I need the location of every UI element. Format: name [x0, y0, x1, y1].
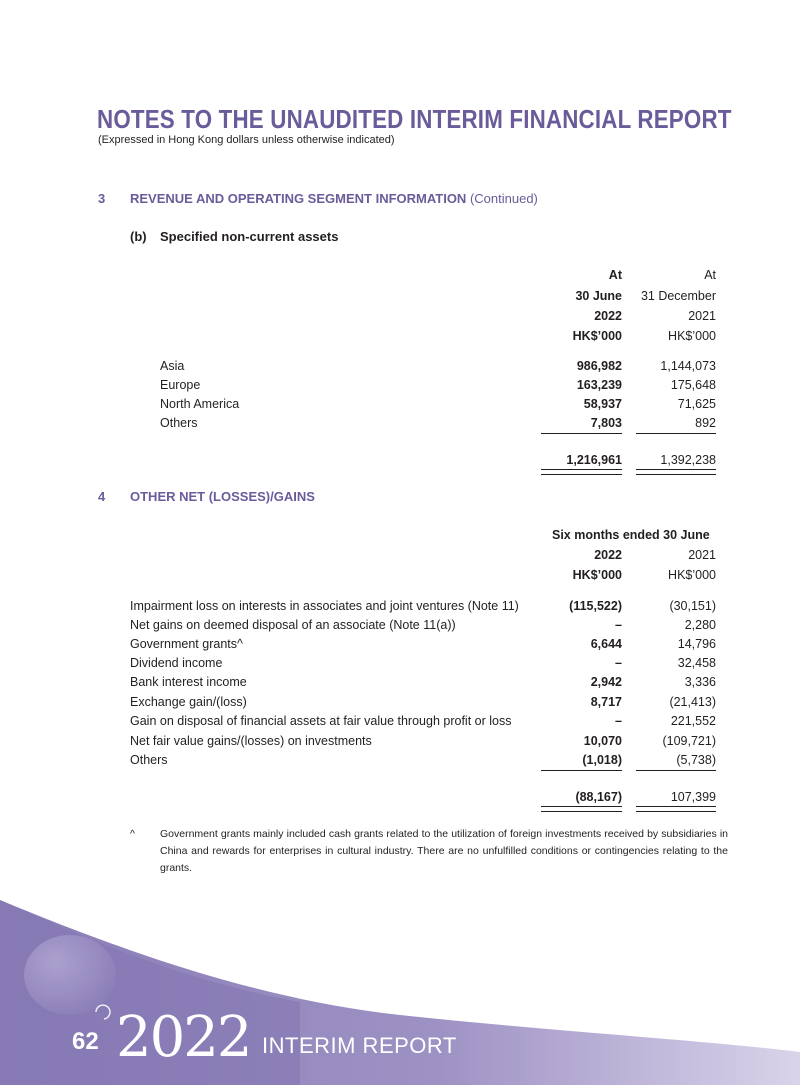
section-3-title-text: REVENUE AND OPERATING SEGMENT INFORMATION [130, 191, 467, 206]
row-label: Government grants^ [130, 637, 243, 651]
row-label: Others [160, 416, 198, 430]
footnote-marker: ^ [130, 828, 135, 840]
s4-subtotal-rule-col1 [541, 770, 622, 771]
row-value-2021: 221,552 [670, 714, 716, 728]
row-value-2021: 892 [695, 416, 716, 430]
subsection-b-number: (b) [130, 229, 147, 244]
page-subtitle: (Expressed in Hong Kong dollars unless otherwise indicated) [98, 134, 395, 146]
row-value-2021: 3,336 [684, 675, 716, 689]
s4-period-header: Six months ended 30 June [552, 528, 710, 542]
row-value-2021: (109,721) [662, 734, 716, 748]
s3-col1-header-line2: 30 June [575, 289, 622, 303]
row-label: Bank interest income [130, 675, 247, 689]
s3-col2-header-line1: At [704, 268, 716, 282]
row-value-2022: 10,070 [583, 734, 622, 748]
row-value-2021: 14,796 [677, 637, 716, 651]
s3-total-2021: 1,392,238 [660, 453, 716, 467]
s3-total-double-rule-col2 [636, 469, 716, 475]
row-label: Net gains on deemed disposal of an associate (Note 11(a)) [130, 618, 456, 632]
row-label: Asia [160, 359, 185, 373]
s4-total-2021: 107,399 [670, 790, 716, 804]
row-value-2022: – [615, 714, 622, 728]
row-value-2021: 1,144,073 [660, 359, 716, 373]
s3-total-double-rule-col1 [541, 469, 622, 475]
row-label: Gain on disposal of financial assets at fair value through profit or loss [130, 714, 512, 728]
row-value-2022: 8,717 [590, 695, 622, 709]
row-label: Others [130, 753, 168, 767]
row-value-2022: – [615, 618, 622, 632]
s3-col2-header-line2: 31 December [640, 289, 716, 303]
s3-col2-header-line4: HK$’000 [668, 329, 716, 343]
s3-subtotal-rule-col1 [541, 433, 622, 434]
row-value-2021: 2,280 [684, 618, 716, 632]
row-label: North America [160, 397, 240, 411]
row-label: Dividend income [130, 656, 223, 670]
s4-subtotal-rule-col2 [636, 770, 716, 771]
row-value-2021: (5,738) [676, 753, 716, 767]
s3-col2-header-line3: 2021 [688, 309, 716, 323]
s3-col1-header-line4: HK$’000 [572, 329, 622, 343]
row-value-2022: 986,982 [576, 359, 622, 373]
row-value-2021: (21,413) [669, 695, 716, 709]
s3-total-2022: 1,216,961 [566, 453, 622, 467]
row-value-2022: 58,937 [583, 397, 622, 411]
footnote-text: Government grants mainly included cash grants related to the utilization of foreign investments received by subsidiaries in China and rewards for enterprises in cultural industry. There are no unfulfilled conditions or contingencies relating to the grants. [160, 828, 728, 874]
page-title: NOTES TO THE UNAUDITED INTERIM FINANCIAL REPORT [97, 104, 732, 134]
row-value-2022: 163,239 [576, 378, 622, 392]
section-3-title [130, 191, 538, 206]
section-4-title: OTHER NET (LOSSES)/GAINS [130, 489, 315, 504]
section-3-number: 3 [98, 191, 106, 206]
row-value-2022: (115,522) [569, 599, 622, 613]
s4-total-double-rule-col1 [541, 806, 622, 812]
page-number: 62 [72, 1028, 99, 1055]
row-label: Net fair value gains/(losses) on investments [130, 734, 372, 748]
section-3-continued: (Continued) [469, 191, 538, 206]
s4-total-2022: (88,167) [575, 790, 622, 804]
row-label: Exchange gain/(loss) [130, 695, 247, 709]
row-value-2022: 6,644 [590, 637, 622, 651]
s3-subtotal-rule-col2 [636, 433, 716, 434]
s4-total-double-rule-col2 [636, 806, 716, 812]
s4-col1-header-year: 2022 [594, 548, 622, 562]
row-value-2021: 71,625 [677, 397, 716, 411]
row-label: Impairment loss on interests in associates and joint ventures (Note 11) [130, 599, 519, 613]
report-label: INTERIM REPORT [262, 1033, 457, 1058]
row-value-2022: 2,942 [590, 675, 622, 689]
s4-col1-header-unit: HK$’000 [572, 568, 622, 582]
s3-col1-header-line3: 2022 [594, 309, 622, 323]
row-value-2022: 7,803 [590, 416, 622, 430]
row-value-2021: 32,458 [677, 656, 716, 670]
section-4-number: 4 [98, 489, 106, 504]
row-value-2022: – [615, 656, 622, 670]
subsection-b-title: Specified non-current assets [160, 229, 339, 244]
s4-col2-header-unit: HK$’000 [668, 568, 716, 582]
row-label: Europe [160, 378, 201, 392]
report-year-logo: 2022 [116, 1005, 251, 1070]
s4-col2-header-year: 2021 [688, 548, 716, 562]
row-value-2021: (30,151) [669, 599, 716, 613]
s3-col1-header-line1: At [608, 268, 622, 282]
row-value-2022: (1,018) [582, 753, 622, 767]
row-value-2021: 175,648 [670, 378, 716, 392]
